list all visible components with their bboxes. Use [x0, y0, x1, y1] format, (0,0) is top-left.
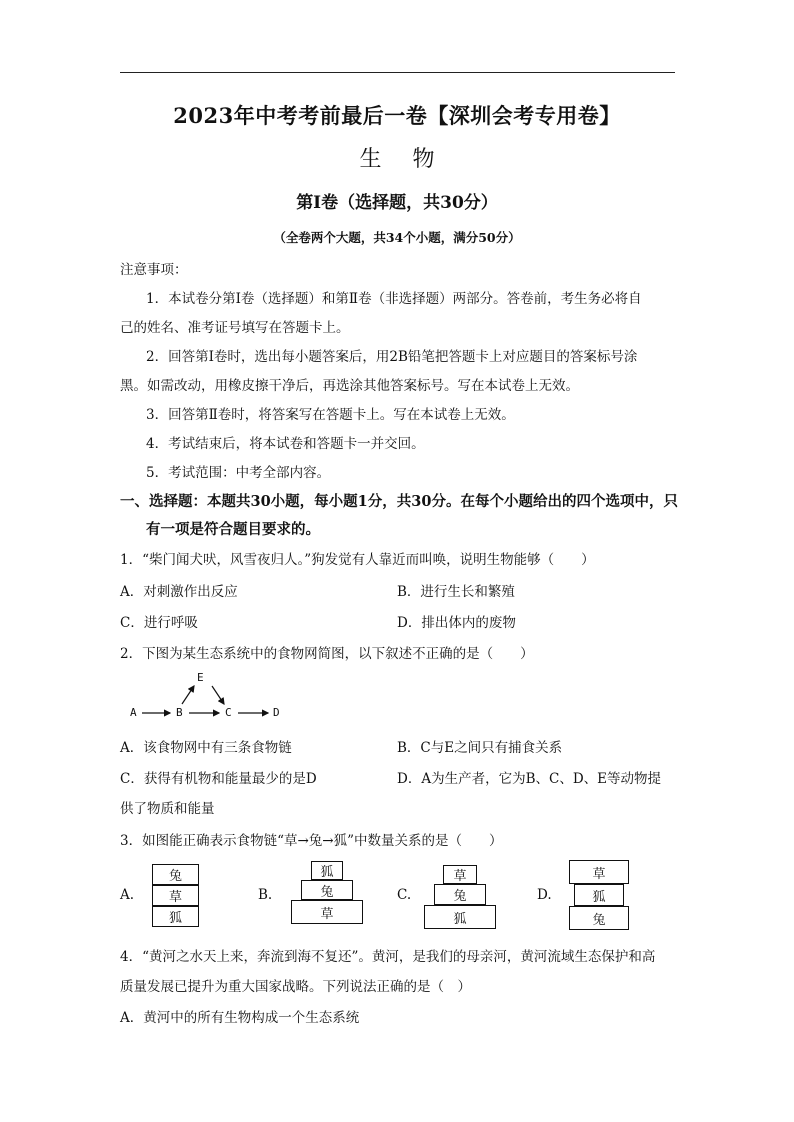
pyramid-b-level: 草 — [291, 900, 363, 924]
pyramid-a-level: 兔 — [152, 864, 199, 885]
q1-option-b: B．进行生长和繁殖 — [397, 584, 515, 600]
q4-stem: 4．“黄河之水天上来，奔流到海不复还”。黄河，是我们的母亲河，黄河流域生态保护和高 — [120, 949, 656, 965]
q2-option-c: C．获得有机物和能量最少的是D — [120, 771, 317, 787]
q4-stem-cont: 质量发展已提升为重大国家战略。下列说法正确的是（ ） — [120, 979, 471, 995]
note-line: 2．回答第Ⅰ卷时，选出每小题答案后，用2B铅笔把答题卡上对应题目的答案标号涂 — [146, 349, 638, 365]
note-line: 己的姓名、准考证号填写在答题卡上。 — [120, 320, 350, 336]
q2-option-b: B．C与E之间只有捕食关系 — [397, 740, 563, 756]
q1-stem: 1．“柴门闻犬吠，风雪夜归人。”狗发觉有人靠近而叫唤，说明生物能够（ ） — [120, 552, 595, 568]
note-line: 4．考试结束后，将本试卷和答题卡一并交回。 — [146, 436, 425, 452]
q3-option-c-label: C. — [397, 887, 412, 903]
pyramid-d-level: 狐 — [574, 884, 624, 906]
note-line: 1．本试卷分第Ⅰ卷（选择题）和第Ⅱ卷（非选择题）两部分。答卷前，考生务必将自 — [146, 291, 642, 307]
pyramid-d-level: 兔 — [569, 906, 629, 930]
q3-option-b-label: B. — [258, 887, 273, 903]
q3-stem: 3．如图能正确表示食物链“草→兔→狐”中数量关系的是（ ） — [120, 833, 503, 849]
pyramid-d-level: 草 — [569, 860, 629, 884]
pyramid-a-level: 狐 — [152, 906, 199, 927]
pyramid-b-level: 兔 — [301, 880, 353, 900]
note-line: 黑。如需改动，用橡皮擦干净后，再选涂其他答案标号。写在本试卷上无效。 — [120, 378, 579, 394]
exam-meta: （全卷两个大题，共34个小题，满分50分） — [273, 230, 521, 245]
q3-option-a-label: A. — [120, 887, 135, 903]
exam-title: 2023年中考考前最后一卷【深圳会考专用卷】 — [173, 103, 621, 128]
food-web-node-e: E — [197, 671, 204, 684]
notes-heading: 注意事项： — [120, 262, 188, 278]
q1-option-d: D．排出体内的废物 — [397, 615, 516, 631]
subject-title: 生 物 — [359, 147, 447, 172]
food-web-node-b: B — [176, 706, 183, 719]
q1-option-a: A．对刺激作出反应 — [120, 584, 238, 600]
part-title: 第Ⅰ卷（选择题，共30分） — [296, 193, 498, 213]
food-web-node-a: A — [130, 706, 137, 719]
food-web-arrows — [120, 668, 300, 728]
section-heading: 一、选择题：本题共30小题，每小题1分，共30分。在每个小题给出的四个选项中，只 — [120, 493, 678, 510]
pyramid-c-level: 草 — [443, 865, 477, 884]
food-web-node-d: D — [273, 706, 280, 719]
q3-option-d-label: D. — [537, 887, 552, 903]
header-rule — [120, 72, 675, 73]
food-web-diagram — [120, 668, 300, 728]
note-line: 5．考试范围：中考全部内容。 — [146, 465, 331, 481]
q4-option-a: A．黄河中的所有生物构成一个生态系统 — [120, 1010, 360, 1026]
q2-option-d-cont: 供了物质和能量 — [120, 801, 215, 817]
note-line: 3．回答第Ⅱ卷时，将答案写在答题卡上。写在本试卷上无效。 — [146, 407, 515, 423]
food-web-node-c: C — [225, 706, 232, 719]
pyramid-c-level: 兔 — [434, 884, 486, 905]
q2-option-d: D．A为生产者，它为B、C、D、E等动物提 — [397, 771, 662, 787]
section-heading-cont: 有一项是符合题目要求的。 — [146, 521, 320, 538]
q1-option-c: C．进行呼吸 — [120, 615, 198, 631]
pyramid-a-level: 草 — [152, 885, 199, 906]
q2-option-a: A．该食物网中有三条食物链 — [120, 740, 292, 756]
q2-stem: 2．下图为某生态系统中的食物网简图，以下叙述不正确的是（ ） — [120, 646, 534, 662]
pyramid-b-level: 狐 — [311, 861, 343, 880]
pyramid-c-level: 狐 — [424, 905, 496, 929]
